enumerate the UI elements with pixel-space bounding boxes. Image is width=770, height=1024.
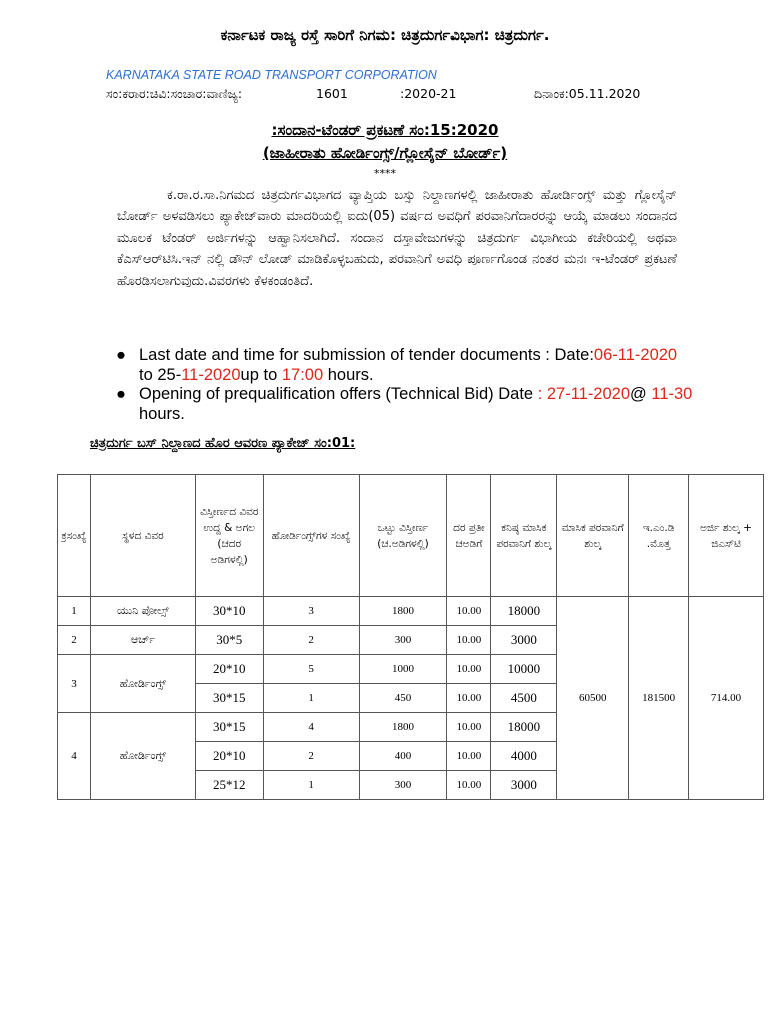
header-emd: ಇ.ಎಂ.ಡಿ .ಮೊತ್ತ	[629, 475, 689, 597]
header-size: ವಿಸ್ತೀರ್ಣದ ವಿವರ ಉದ್ದ & ಅಗಲ (ಚದರ ಅಡಿಗಳಲ್ಲಿ)	[195, 475, 263, 597]
header-english-title: KARNATAKA STATE ROAD TRANSPORT CORPORATION	[106, 68, 437, 82]
cell-min-fee: 4500	[491, 684, 557, 713]
cell-place: ಆರ್ಚ್	[90, 626, 195, 655]
header-application-fee: ಅರ್ಜಿ ಶುಲ್ಕ + ಜಿಎಸ್‌ಟಿ	[689, 475, 764, 597]
ref-prefix: ಸಂ:ಕರಾರ:ಚಿವಿ:ಸಂಚಾರ:ವಾಣಿಜ್ಯ:	[106, 86, 243, 101]
bullet-text: Opening of prequalification offers (Technical Bid) Date	[139, 385, 538, 403]
cell-application-fee: 714.00	[689, 597, 764, 800]
bullet-text: to 25-	[139, 365, 182, 384]
cell-size: 30*15	[195, 713, 263, 742]
tender-table	[57, 474, 764, 800]
cell-serial: 4	[58, 713, 91, 800]
key-dates-list	[114, 346, 694, 424]
cell-min-fee: 18000	[491, 597, 557, 626]
header-kannada-title: ಕರ್ನಾಟಕ ರಾಜ್ಯ ರಸ್ತೆ ಸಾರಿಗೆ ನಿಗಮ: ಚಿತ್ರದುರ್ಗವಿಭಾಗ: ಚಿತ್ರದುರ್ಗ.	[220, 26, 550, 44]
cell-serial: 3	[58, 655, 91, 713]
table-header-row	[58, 475, 764, 597]
cell-place: ಹೋರ್ಡಿಂಗ್ಸ್	[90, 713, 195, 800]
header-rate: ದರ ಪ್ರತೀ ಚಅಡಿಗೆ	[447, 475, 491, 597]
cell-count: 2	[263, 742, 359, 771]
cell-area: 1800	[359, 713, 447, 742]
cell-count: 3	[263, 597, 359, 626]
header-total-area: ಒಟ್ಟು ವಿಸ್ತೀರ್ಣ (ಚ.ಅಡಿಗಳಲ್ಲಿ)	[359, 475, 447, 597]
ref-number: 1601	[316, 86, 348, 101]
cell-min-fee: 3000	[491, 771, 557, 800]
bullet-text: hours.	[323, 365, 374, 384]
bullet-icon: ●	[116, 346, 126, 364]
ref-date: ದಿನಾಂಕ:05.11.2020	[534, 86, 641, 101]
bullet-date-red: : 27-11-2020	[537, 385, 631, 403]
bullet-time-red: 11-30	[651, 385, 693, 403]
cell-size: 20*10	[195, 655, 263, 684]
cell-size: 25*12	[195, 771, 263, 800]
bullet-text: up to	[240, 365, 282, 384]
bullet-text: hours.	[139, 404, 185, 423]
bullet-text: @	[630, 385, 652, 403]
cell-serial: 1	[58, 597, 91, 626]
header-serial: ಕ್ರಸಂಖ್ಯೆ	[58, 475, 91, 597]
cell-monthly-fee: 60500	[557, 597, 629, 800]
notice-title: :ಸಂದಾನ-ಟೆಂಡರ್ ಪ್ರಕಟಣೆ ಸಂ:15:2020	[271, 121, 499, 139]
notice-paragraph-text: ಕ.ರಾ.ರ.ಸಾ.ನಿಗಮದ ಚಿತ್ರದುರ್ಗವಿಭಾಗದ ವ್ಯಾಪ್ತಿಯ ಬಸ್ಸು ನಿಲ್ದಾಣಗಳಲ್ಲಿ ಜಾಹೀರಾತು ಹೋರ್ಡಿಂಗ್ಸ್ ಮತ್ತು ಗ್ಲೋಸೈನ್ ಬೋರ್ಡ್ ಅಳವಡಿಸಲು ಪ್ಯಾಕೇಜ್‌ವಾರು ಮಾದರಿಯಲ್ಲಿ ಐದು(05) ವರ್ಷದ ಅವಧಿಗೆ ಪರವಾನಿಗೆದಾರರನ್ನು ಆಯ್ಕೆ ಮಾಡಲು ಸಂದಾನದ ಮೂಲಕ ಟೆಂಡರ್ ಅರ್ಜಿಗಳನ್ನು ಆಹ್ವಾನಿಸಲಾಗಿದೆ. ಸಂದಾನ ದಸ್ತಾವೇಜುಗಳನ್ನು ಚಿತ್ರದುರ್ಗ ವಿಭಾಗೀಯ ಕಚೇರಿಯಲ್ಲಿ ಅಥವಾ ಕೆಎಸ್ಆರ್‌ಟಿಸಿ.ಇನ್ ನಲ್ಲಿ ಡೌನ್ ಲೋಡ್ ಮಾಡಿಕೊಳ್ಳಬಹುದು, ಪರವಾನಿಗೆ ಅವಧಿ ಪೂರ್ಣಗೊಂಡ ನಂತರ ಮನಃ ಇ-ಟೆಂಡರ್ ಪ್ರಕಟಣೆ ಹೊರಡಿಸಲಾಗುವುದು.ವಿವರಗಳು ಕೆಳಕಂಡಂತಿದೆ.	[117, 188, 677, 289]
stars-separator: ****	[374, 167, 396, 180]
notice-paragraph	[117, 185, 677, 292]
cell-count: 1	[263, 684, 359, 713]
cell-count: 5	[263, 655, 359, 684]
ref-year: :2020-21	[400, 86, 457, 101]
cell-rate: 10.00	[447, 742, 491, 771]
cell-size: 20*10	[195, 742, 263, 771]
cell-rate: 10.00	[447, 597, 491, 626]
bullet-text: Last date and time for submission of tender documents : Date:	[139, 346, 594, 364]
bullet-icon: ●	[116, 385, 126, 403]
cell-size: 30*15	[195, 684, 263, 713]
notice-subtitle: (ಜಾಹೀರಾತು ಹೋರ್ಡಿಂಗ್ಸ್/ಗ್ಲೋಸೈನ್ ಬೋರ್ಡ್)	[262, 144, 508, 162]
bullet-date-red: 11-2020	[181, 365, 241, 384]
cell-size: 30*5	[195, 626, 263, 655]
cell-size: 30*10	[195, 597, 263, 626]
cell-rate: 10.00	[447, 655, 491, 684]
cell-count: 1	[263, 771, 359, 800]
cell-count: 2	[263, 626, 359, 655]
table-row	[58, 597, 764, 626]
cell-area: 300	[359, 771, 447, 800]
cell-min-fee: 3000	[491, 626, 557, 655]
cell-area: 1000	[359, 655, 447, 684]
cell-serial: 2	[58, 626, 91, 655]
package-heading: ಚಿತ್ರದುರ್ಗ ಬಸ್ ನಿಲ್ದಾಣದ ಹೊರ ಆವರಣ ಪ್ಯಾಕೇಜ್ ಸಂ:01:	[90, 436, 356, 451]
header-place: ಸ್ಥಳದ ವಿವರ	[90, 475, 195, 597]
cell-place: ಹೋರ್ಡಿಂಗ್ಸ್	[90, 655, 195, 713]
cell-rate: 10.00	[447, 771, 491, 800]
cell-min-fee: 4000	[491, 742, 557, 771]
header-min-fee: ಕನಿಷ್ಠ ಮಾಸಿಕ ಪರವಾನಿಗೆ ಶುಲ್ಕ	[491, 475, 557, 597]
cell-count: 4	[263, 713, 359, 742]
cell-rate: 10.00	[447, 626, 491, 655]
cell-min-fee: 10000	[491, 655, 557, 684]
header-monthly-fee: ಮಾಸಿಕ ಪರವಾನಿಗೆ ಶುಲ್ಕ	[557, 475, 629, 597]
cell-area: 400	[359, 742, 447, 771]
cell-area: 300	[359, 626, 447, 655]
cell-rate: 10.00	[447, 713, 491, 742]
submission-deadline-item	[114, 346, 694, 385]
cell-emd: 181500	[629, 597, 689, 800]
header-count: ಹೋರ್ಡಿಂಗ್ಸ್‌ಗಳ ಸಂಖ್ಯೆ	[263, 475, 359, 597]
cell-area: 450	[359, 684, 447, 713]
cell-min-fee: 18000	[491, 713, 557, 742]
cell-area: 1800	[359, 597, 447, 626]
bullet-time-red: 17:00	[281, 365, 324, 384]
opening-date-item	[114, 385, 694, 424]
cell-place: ಯುನಿ ಪೋಲ್ಸ್	[90, 597, 195, 626]
bullet-date-red: 06-11-2020	[593, 346, 678, 364]
cell-rate: 10.00	[447, 684, 491, 713]
